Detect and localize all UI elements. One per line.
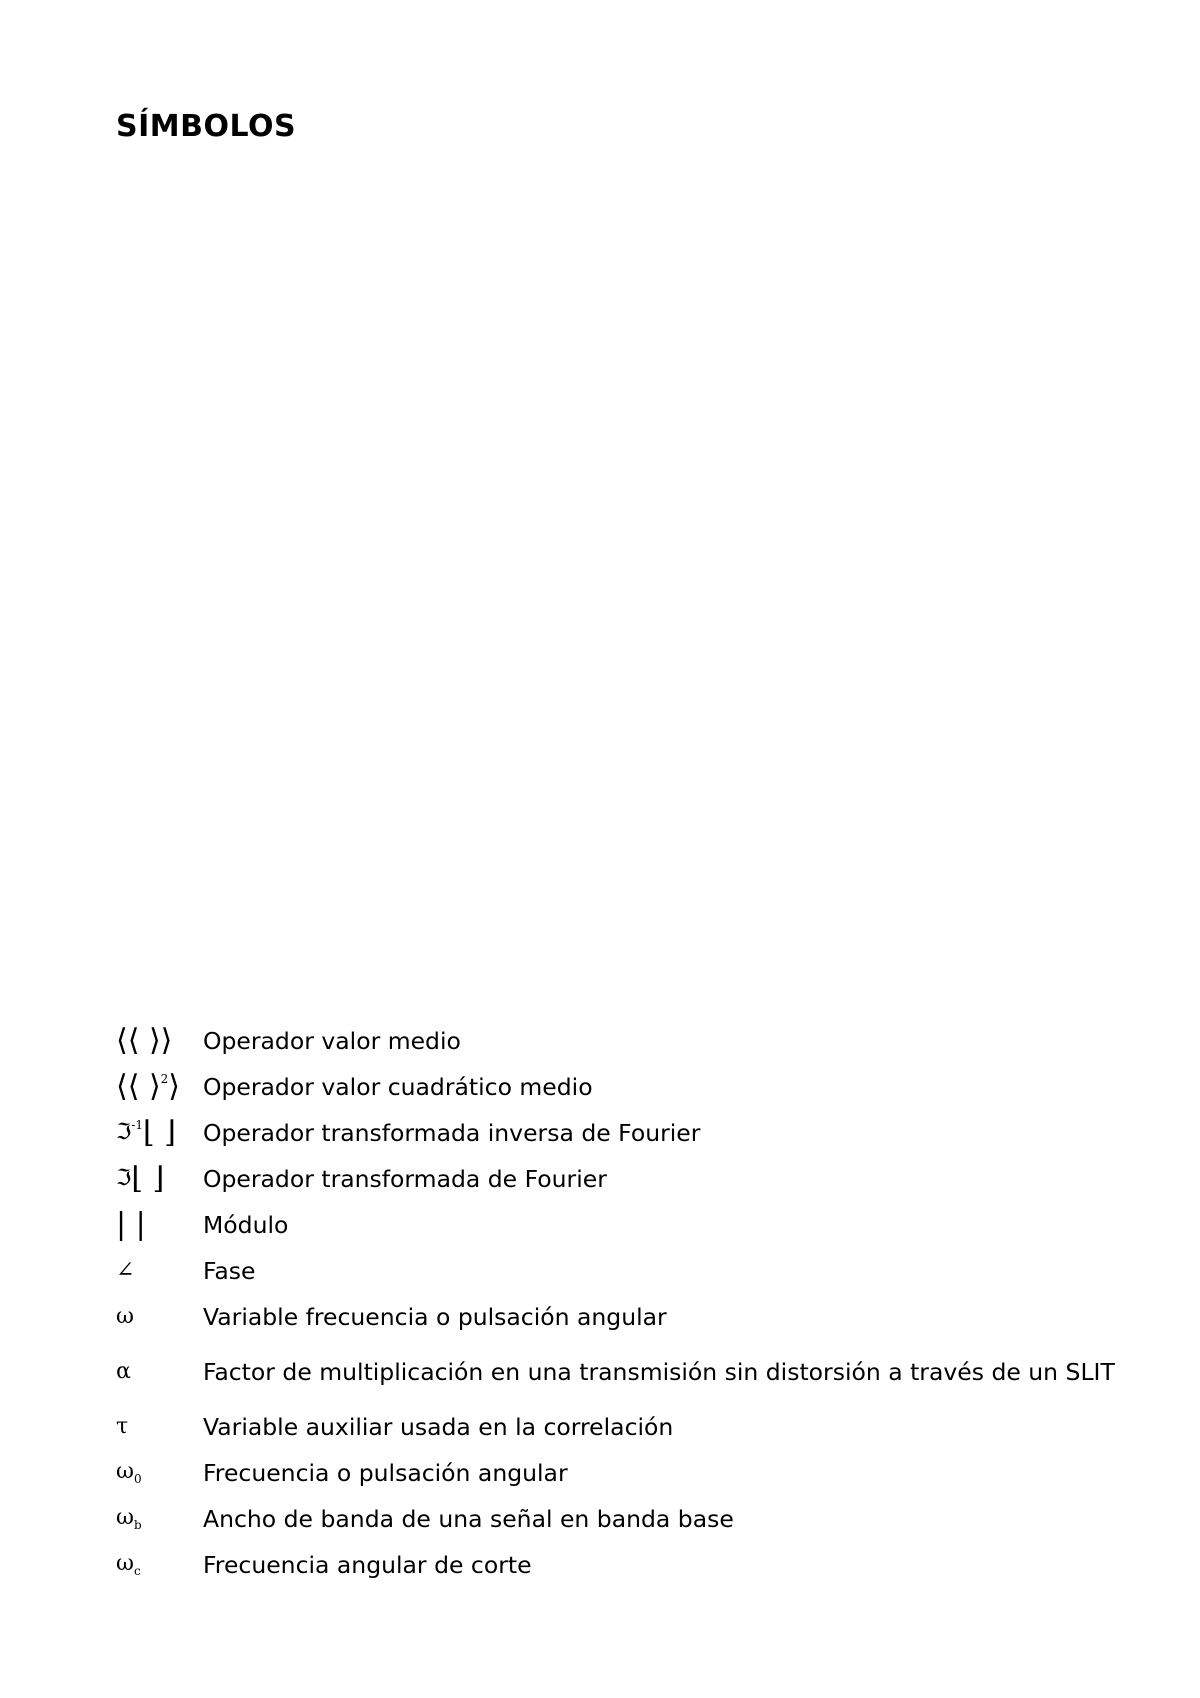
alpha-symbol: α: [116, 1359, 131, 1384]
symbol-description: Frecuencia o pulsación angular: [203, 1458, 568, 1487]
symbol-description: Operador transformada inversa de Fourier: [203, 1118, 701, 1147]
phase-symbol: ∠: [116, 1258, 135, 1283]
omega-0-symbol: $\omega_0$: [116, 1459, 142, 1486]
mean-operator-symbol: ⟨⟨ ⟩⟩: [116, 1023, 173, 1058]
omega-b-symbol: $\omega_b$: [116, 1505, 142, 1532]
symbol-row-mean: [116, 1018, 1116, 1064]
fourier-symbol: ℑ⌊ ⌋: [116, 1161, 165, 1196]
modulus-symbol: | |: [116, 1207, 146, 1242]
symbol-description: Variable auxiliar usada en la correlación: [203, 1412, 674, 1441]
symbol-row-alpha: [116, 1340, 1116, 1404]
symbol-row-omega-c: [116, 1542, 1116, 1588]
tau-symbol: τ: [116, 1414, 129, 1439]
mean-square-operator-symbol: ⟨⟨ ⟩$^2$⟩: [116, 1069, 181, 1104]
symbol-row-omega-b: [116, 1496, 1116, 1542]
page-title: SÍMBOLOS: [116, 109, 297, 144]
omega-c-symbol: $\omega_c$: [116, 1551, 141, 1578]
inverse-fourier-symbol: ℑ$^{-1}$⌊ ⌋: [116, 1115, 176, 1150]
symbol-row-mean-square: [116, 1064, 1116, 1110]
symbol-description: Variable frecuencia o pulsación angular: [203, 1302, 667, 1331]
symbol-description: Módulo: [203, 1210, 289, 1239]
symbol-row-omega-0: [116, 1450, 1116, 1496]
symbol-description: Ancho de banda de una señal en banda base: [203, 1504, 734, 1533]
symbol-description: Fase: [203, 1256, 256, 1285]
symbol-description: Frecuencia angular de corte: [203, 1550, 532, 1579]
symbol-description: Operador transformada de Fourier: [203, 1164, 607, 1193]
symbol-description: Factor de multiplicación en una transmisión sin distorsión a través de un SLIT: [203, 1357, 1115, 1386]
symbol-description: Operador valor cuadrático medio: [203, 1072, 593, 1101]
symbol-row-inverse-fourier: [116, 1110, 1116, 1156]
symbol-row-tau: [116, 1404, 1116, 1450]
symbol-row-fourier: [116, 1156, 1116, 1202]
symbol-description: Operador valor medio: [203, 1026, 461, 1055]
omega-symbol: ω: [116, 1304, 134, 1329]
symbol-row-modulus: [116, 1202, 1116, 1248]
symbol-list: [116, 1018, 1116, 1588]
symbol-row-phase: [116, 1248, 1116, 1294]
symbol-row-omega: [116, 1294, 1116, 1340]
